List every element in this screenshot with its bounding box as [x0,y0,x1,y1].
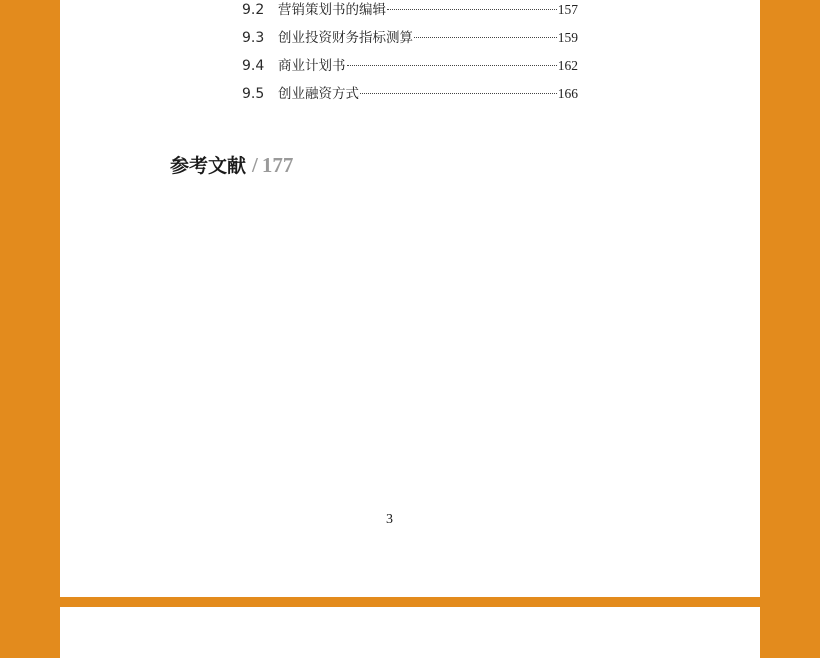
toc-section-title: 营销策划书的编辑 [278,2,386,18]
references-heading[interactable] [170,150,293,180]
toc-page-number: 159 [557,30,578,45]
toc-dot-leader [360,93,557,94]
toc-entry-9-5[interactable] [242,84,578,104]
references-title: 参考文献 [170,155,247,177]
toc-section-number: 9.5 [242,86,265,102]
toc-section-number: 9.2 [242,2,265,18]
toc-dot-leader [414,37,557,38]
toc-page-number: 157 [557,2,578,17]
references-separator: / [252,153,258,177]
document-page [60,0,760,597]
references-page-number: 177 [261,153,294,177]
page-number: 3 [386,512,393,527]
toc-dot-leader [387,9,557,10]
toc-section-number: 9.3 [242,30,265,46]
toc-entry-9-4[interactable] [242,56,578,76]
toc-entry-9-3[interactable] [242,28,578,48]
toc-dot-leader [347,65,557,66]
toc-section-number: 9.4 [242,58,265,74]
next-document-page [60,607,760,658]
toc-section-title: 创业融资方式 [278,86,359,102]
toc-page-number: 162 [557,58,578,73]
toc-entry-9-2[interactable] [242,0,578,20]
toc-page-number: 166 [557,86,578,101]
toc-section-title: 创业投资财务指标测算 [278,30,413,46]
toc-section-title: 商业计划书 [278,58,346,74]
